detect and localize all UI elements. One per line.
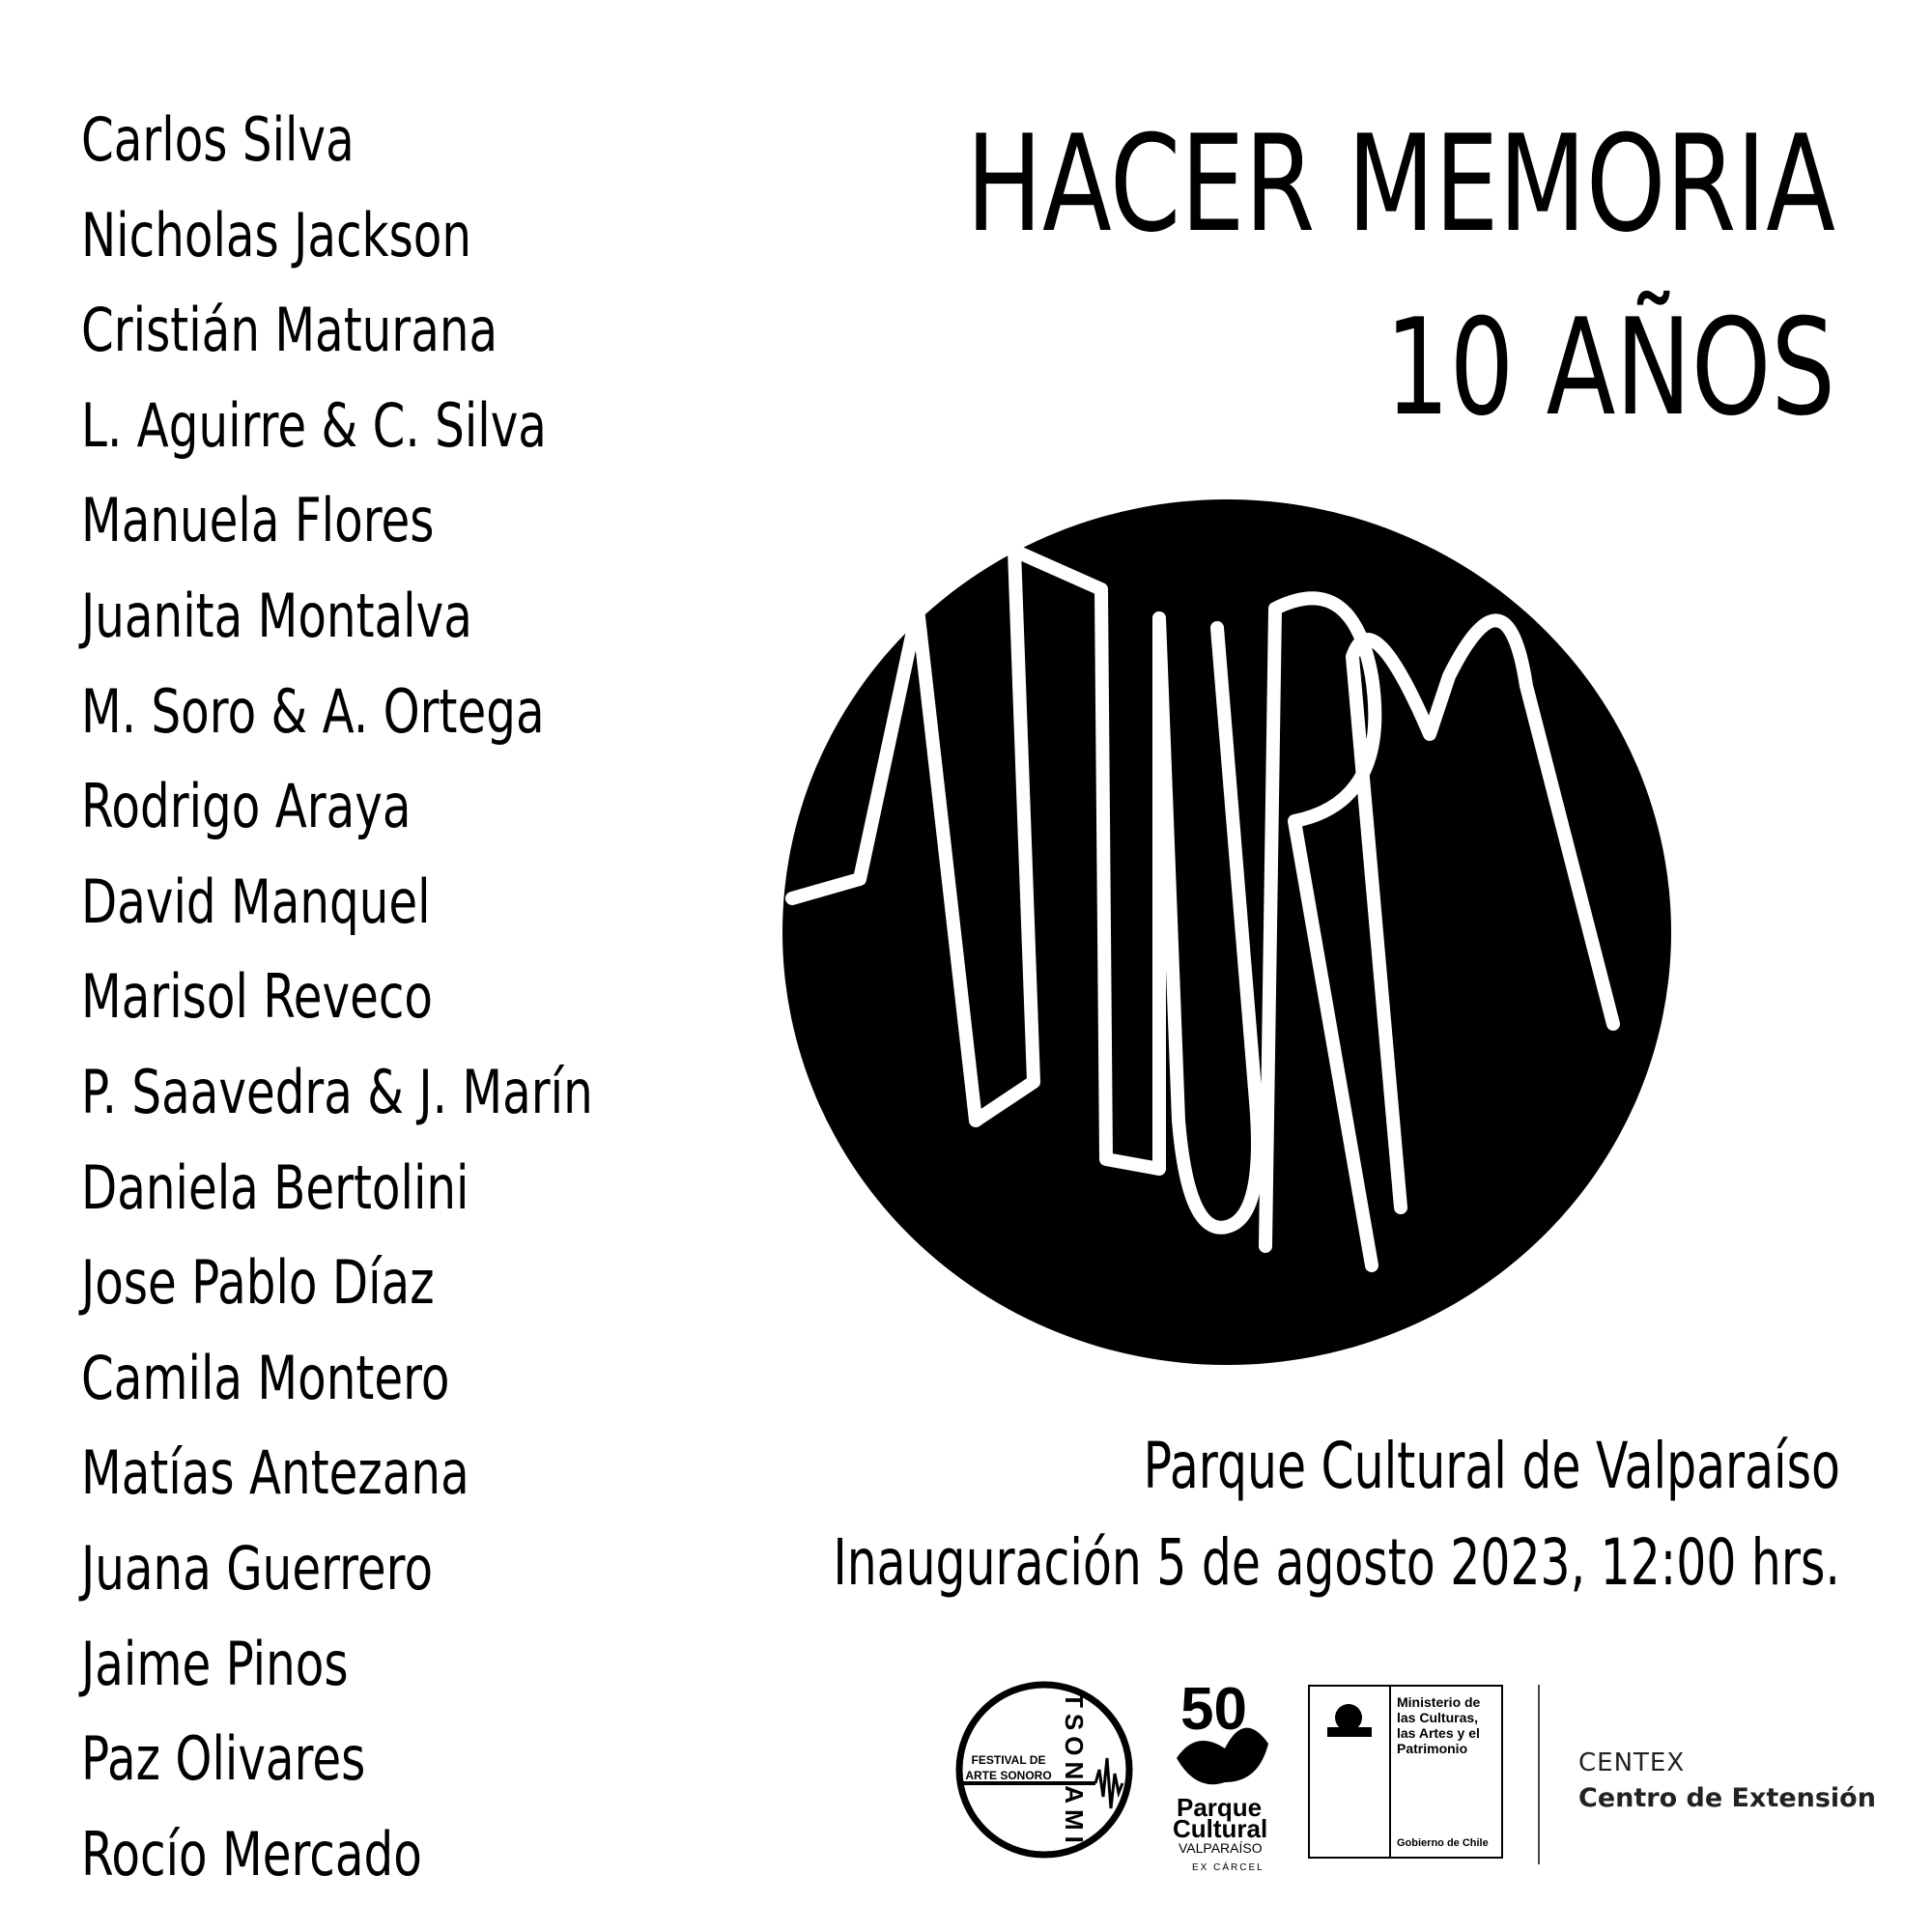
centex-line1: CENTEX	[1578, 1748, 1686, 1777]
title-line-1: HACER MEMORIA	[966, 106, 1835, 262]
sponsor-divider	[1538, 1685, 1540, 1864]
artist-name: Daniela Bertolini	[81, 1151, 469, 1223]
artist-name: Jaime Pinos	[81, 1628, 349, 1699]
artist-name: Marisol Reveco	[81, 961, 434, 1033]
ministry-line2: las Culturas,	[1397, 1710, 1479, 1725]
centex-logo	[1578, 1748, 1876, 1813]
artist-name: Juanita Montalva	[81, 580, 472, 651]
title-line-2: 10 AÑOS	[1384, 290, 1835, 445]
artist-name: Cristián Maturana	[81, 295, 498, 366]
parque-number: 50	[1180, 1676, 1247, 1743]
centex-line2: Centro de Extensión	[1578, 1783, 1876, 1813]
artist-name: David Manquel	[81, 866, 431, 937]
tsonami-line2: ARTE SONORO	[965, 1769, 1052, 1782]
artist-name: Matías Antezana	[81, 1437, 469, 1509]
parque-line2: Cultural	[1173, 1814, 1268, 1843]
artist-name: Manuela Flores	[81, 485, 435, 556]
artist-name: L. Aguirre & C. Silva	[81, 389, 547, 461]
venue-place: Parque Cultural de Valparaíso	[1143, 1429, 1840, 1503]
venue-opening: Inauguración 5 de agosto 2023, 12:00 hrs.	[833, 1525, 1840, 1600]
coat-of-arms-icon	[1335, 1704, 1362, 1731]
artist-name: Rocío Mercado	[81, 1818, 422, 1889]
ministry-gob: Gobierno de Chile	[1397, 1837, 1489, 1849]
parque-cultural-logo	[1173, 1676, 1268, 1873]
artist-name: Jose Pablo Díaz	[81, 1247, 435, 1319]
ministry-line4: Patrimonio	[1397, 1741, 1468, 1756]
tsonami-name: TSONAMI	[1060, 1692, 1089, 1849]
tsonami-logo	[959, 1685, 1129, 1855]
ministry-logo	[1308, 1685, 1503, 1859]
artist-name: P. Saavedra & J. Marín	[81, 1056, 593, 1127]
ministry-line1: Ministerio de	[1397, 1694, 1481, 1710]
artist-name: Camila Montero	[81, 1342, 450, 1413]
artist-name: Rodrigo Araya	[81, 771, 412, 842]
artist-name: Nicholas Jackson	[81, 199, 472, 270]
artist-name: Juana Guerrero	[81, 1532, 434, 1604]
artist-name: M. Soro & A. Ortega	[81, 675, 545, 747]
artist-name: Paz Olivares	[81, 1723, 366, 1795]
parque-line1: Parque	[1177, 1793, 1263, 1822]
parque-line3: VALPARAÍSO	[1179, 1840, 1263, 1856]
parque-line4: EX CÁRCEL	[1192, 1862, 1264, 1873]
artist-name: Carlos Silva	[81, 104, 355, 175]
tsonami-line1: FESTIVAL DE	[971, 1753, 1046, 1767]
ministry-line3: las Artes y el	[1397, 1725, 1480, 1741]
